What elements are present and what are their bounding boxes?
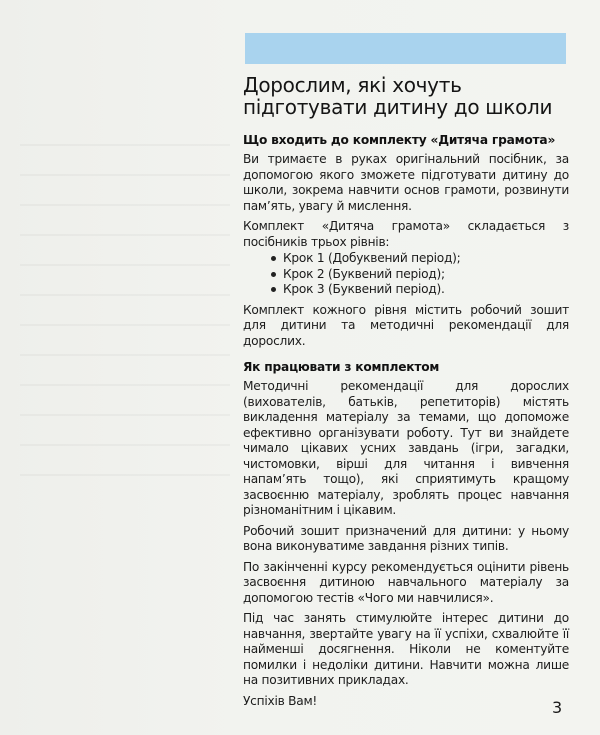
list-item-label: Крок 2 (Буквений період); [283, 266, 445, 281]
list-item [271, 282, 569, 298]
bullet-icon [271, 272, 276, 277]
title-line-2: підготувати дитину до школи [243, 95, 553, 119]
title-line-1: Дорослим, які хочуть [243, 73, 462, 97]
list-item-label: Крок 1 (Добуквений період); [283, 251, 461, 265]
paragraph-workbook: Робочий зошит призначений для дитини: у ньому вона виконуватиме завдання різних типів. [243, 523, 569, 553]
steps-list [243, 251, 569, 298]
paragraph-intro: Ви тримаєте в руках оригінальний посібник, за допомогою якого зможете підготувати дитину до школи, зокрема навчити основ грамоти, розвинути пам’ять, увагу й мислення. [243, 152, 569, 213]
bleed-through-texture [20, 130, 230, 490]
paragraph-assessment: По закінченні курсу рекомендується оцінити рівень засвоєння дитиною навчального матеріалу за допомогою тестів «Чого ми навчилися». [243, 559, 569, 605]
list-item [271, 267, 569, 283]
page-title [243, 74, 569, 118]
list-item [271, 251, 569, 267]
paragraph-kit-components: Комплект кожного рівня містить робочий зошит для дитини та методичні рекомендації для дорослих. [243, 302, 569, 348]
bullet-icon [271, 256, 276, 261]
blue-accent-bar [245, 33, 566, 64]
page-number: 3 [552, 698, 563, 717]
section-heading-how-to-work: Як працювати з комплектом [243, 360, 440, 374]
paragraph-recommendations: Методичні рекомендації для дорослих (вихователів, батьків, репетиторів) містять викладення матеріалу за темами, що допоможе ефективно організувати роботу. Тут ви знайдете чимало цікавих усних завдань (ігри, загадки, чистомовки, вірші для читання і вивчення напам’ять тощо), які сприятимуть кращому засвоєнню матеріалу, зроблять процес навчання різноманітним і цікавим. [243, 379, 569, 517]
bullet-icon [271, 287, 276, 292]
paragraph-encouragement: Під час занять стимулюйте інтерес дитини до навчання, звертайте увагу на її успіхи, схвалюйте її найменші досягнення. Ніколи не коментуйте помилки і недоліки дитини. Навчити можна лише на позитивних прикладах. [243, 611, 569, 687]
paragraph-closing: Успіхів Вам! [243, 693, 318, 708]
list-item-label: Крок 3 (Буквений період). [283, 282, 445, 296]
text-column [243, 74, 569, 714]
paragraph-kit-levels: Комплект «Дитяча грамота» складається з посібників трьох рівнів: [243, 219, 569, 249]
section-heading-kit-contents: Що входить до комплекту «Дитяча грамота» [243, 133, 556, 147]
